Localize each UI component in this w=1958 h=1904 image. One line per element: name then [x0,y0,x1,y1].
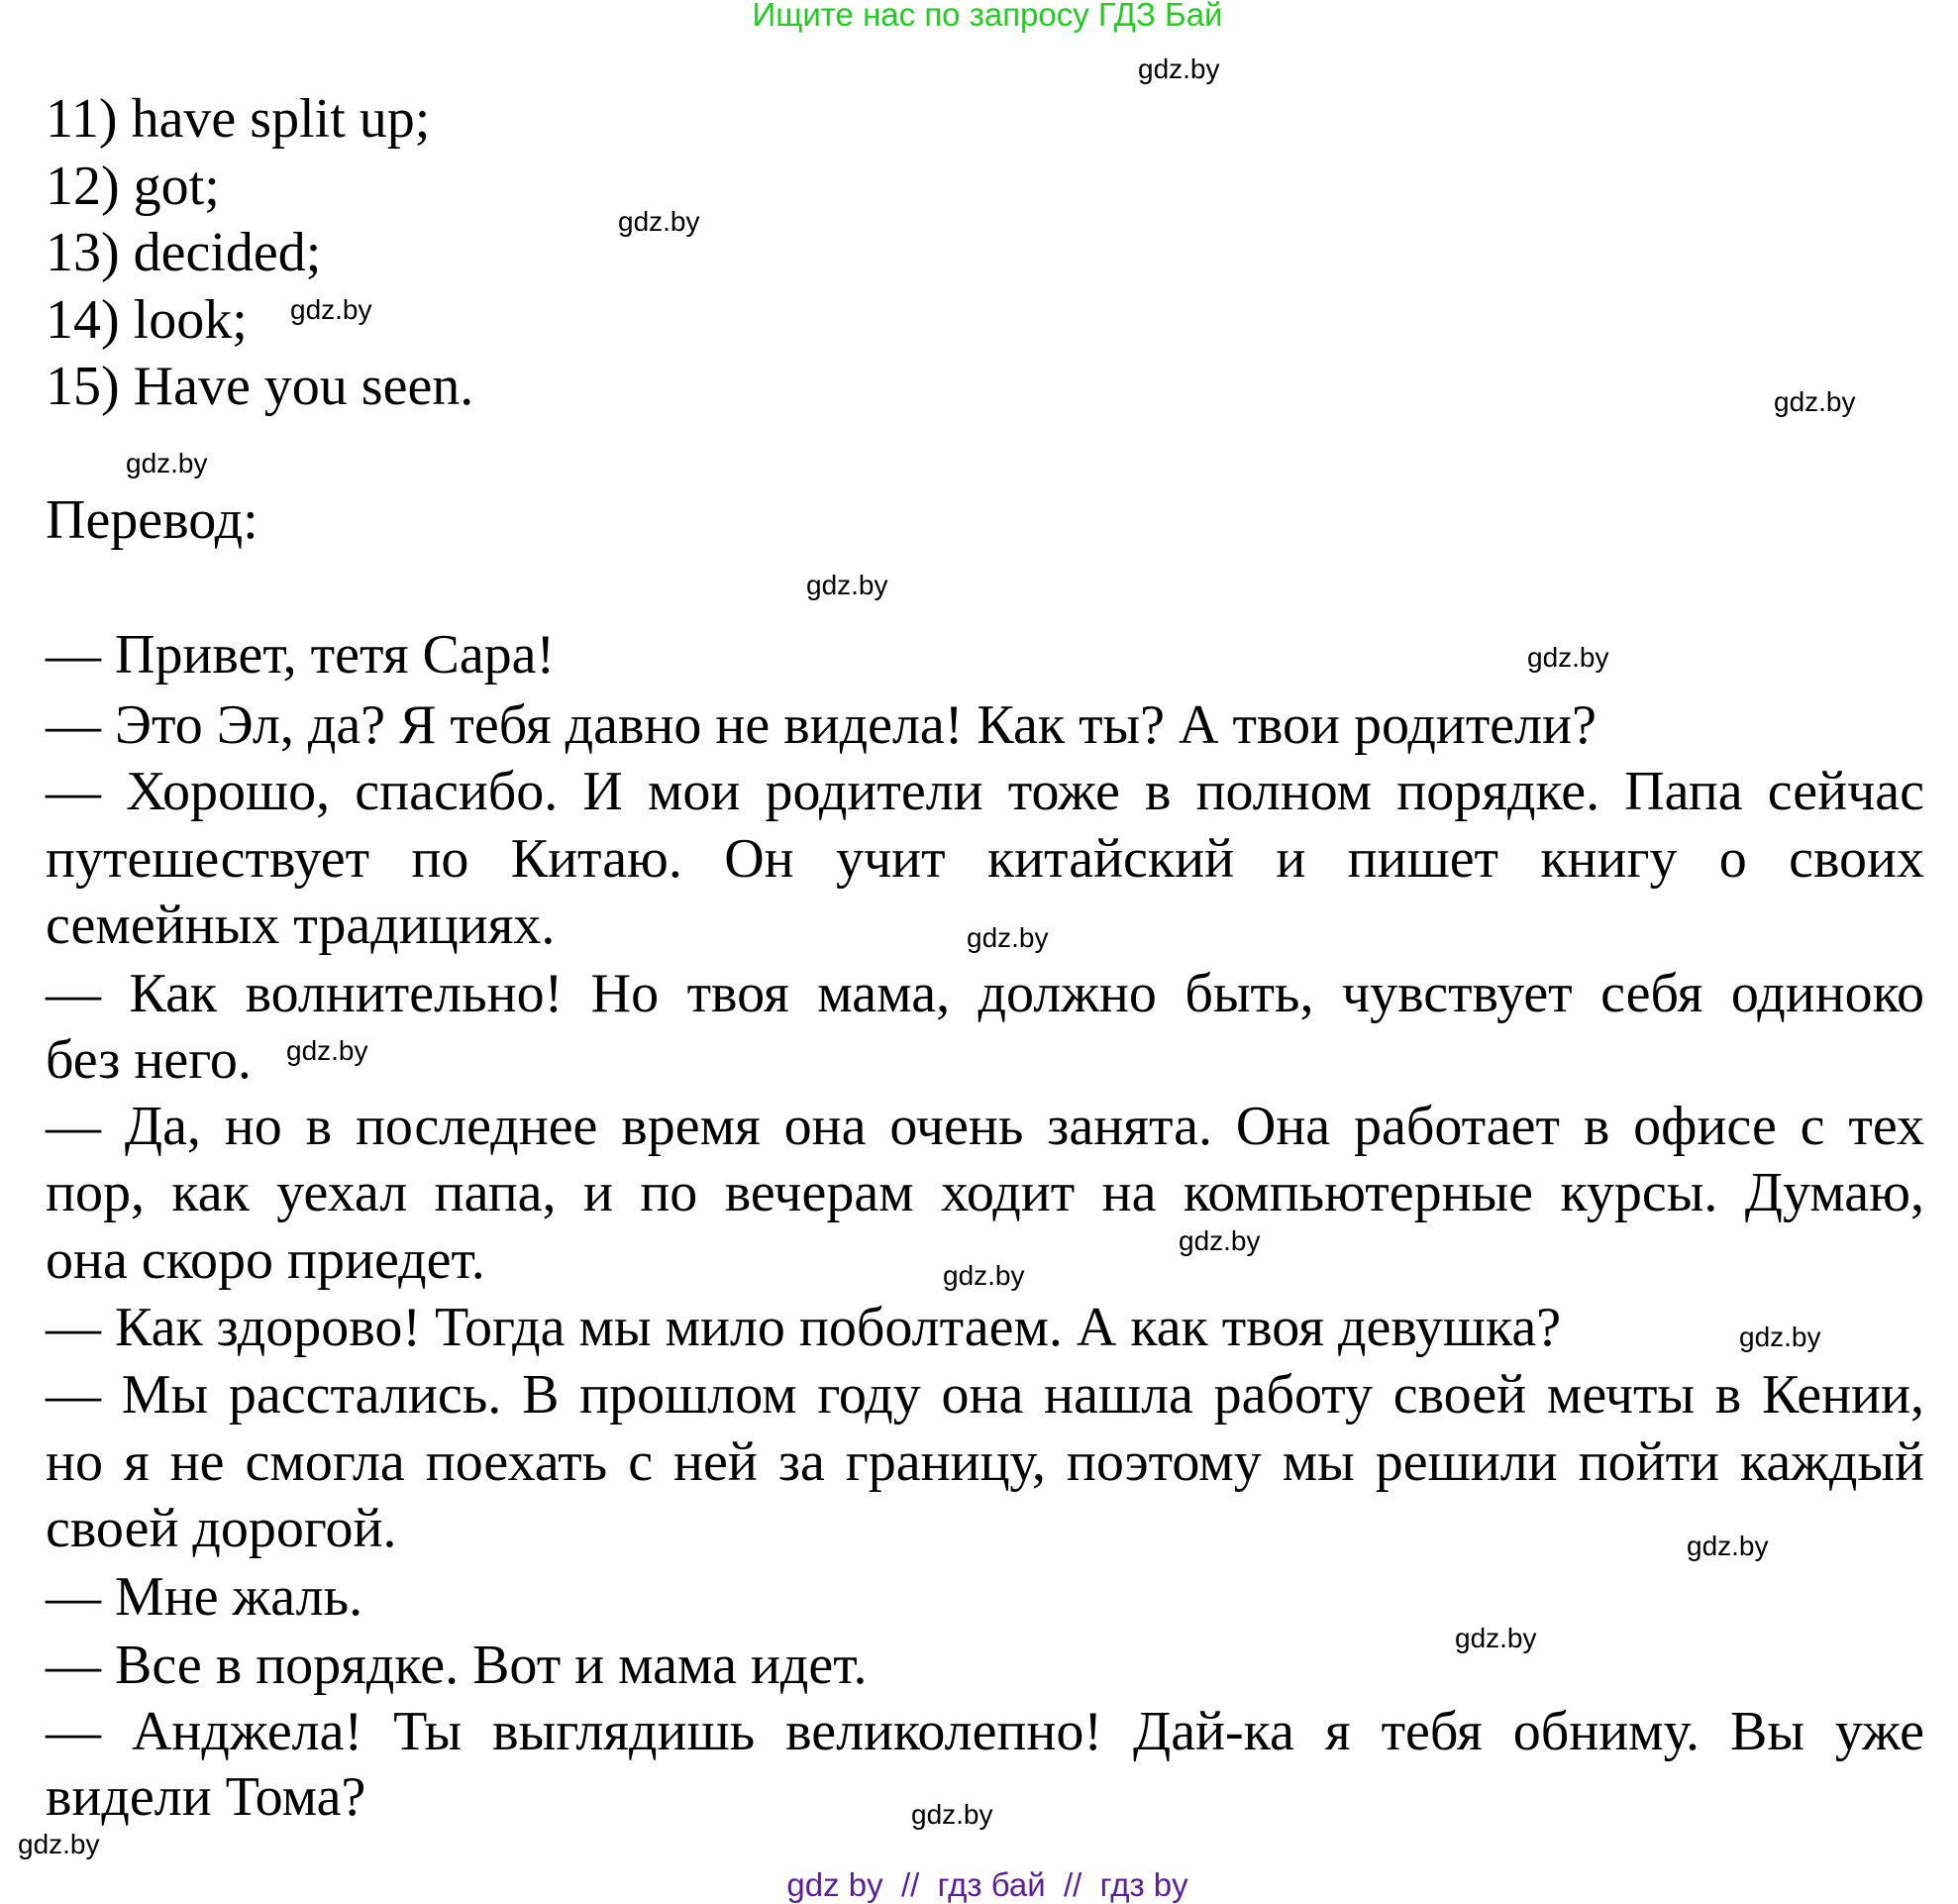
search-hint-banner: Ищите нас по запросу ГДЗ Бай [752,0,1223,33]
translation-line: — Привет, тетя Сара! [46,624,556,686]
translation-line: — Анджела! Ты выглядишь великолепно! Дай-ка я тебя обниму. Вы уже [46,1701,1924,1762]
watermark: gdz.by [290,294,372,325]
watermark: gdz.by [967,922,1049,953]
translation-line: видели Тома? [46,1766,366,1828]
watermark: gdz.by [911,1799,993,1830]
watermark: gdz.by [1527,642,1609,673]
translation-line: — Да, но в последнее время она очень занята. Она работает в офисе с тех [46,1096,1924,1157]
translation-line: без него. [46,1029,252,1091]
watermark: gdz.by [1455,1623,1537,1653]
watermark: gdz.by [943,1260,1025,1291]
watermark: gdz.by [1687,1531,1769,1561]
answer-line: 14) look; [46,289,248,351]
translation-line: своей дорогой. [46,1498,397,1559]
translation-line: — Это Эл, да? Я тебя давно не видела! Как ты? А твои родители? [46,694,1597,756]
watermark: gdz.by [1179,1225,1261,1256]
translation-line: семейных традициях. [46,895,556,956]
translation-line: она скоро приедет. [46,1229,485,1291]
translation-line: путешествует по Китаю. Он учит китайский и пишет книгу о своих [46,828,1924,890]
translation-line: — Как волнительно! Но твоя мама, должно быть, чувствует себя одиноко [46,963,1924,1024]
translation-line: — Хорошо, спасибо. И мои родители тоже в полном порядке. Папа сейчас [46,761,1924,822]
answer-line: 13) decided; [46,222,322,283]
watermark: gdz.by [286,1035,368,1066]
watermark: gdz.by [618,206,700,237]
translation-line: — Мы расстались. В прошлом году она нашла работу своей мечты в Кении, [46,1364,1924,1426]
answer-line: 12) got; [46,156,220,217]
watermark: gdz.by [1138,53,1220,84]
translation-line: пор, как уехал папа, и по вечерам ходит на компьютерные курсы. Думаю, [46,1162,1924,1223]
translation-line: — Все в порядке. Вот и мама идет. [46,1635,868,1696]
watermark: gdz.by [18,1829,100,1859]
watermark: gdz.by [126,448,208,478]
translation-line: но я не смогла поехать с ней за границу, поэтому мы решили пойти каждый [46,1431,1924,1493]
watermark: gdz.by [1774,386,1856,417]
footer-links: gdz by // гдз бай // гдз by [786,1866,1188,1903]
translation-line: — Как здорово! Тогда мы мило поболтаем. А как твоя девушка? [46,1297,1562,1358]
watermark: gdz.by [806,570,888,600]
answer-line: 11) have split up; [46,88,431,150]
answer-line: 15) Have you seen. [46,356,474,417]
translation-heading: Перевод: [46,489,258,551]
translation-line: — Мне жаль. [46,1566,363,1628]
watermark: gdz.by [1739,1322,1821,1352]
